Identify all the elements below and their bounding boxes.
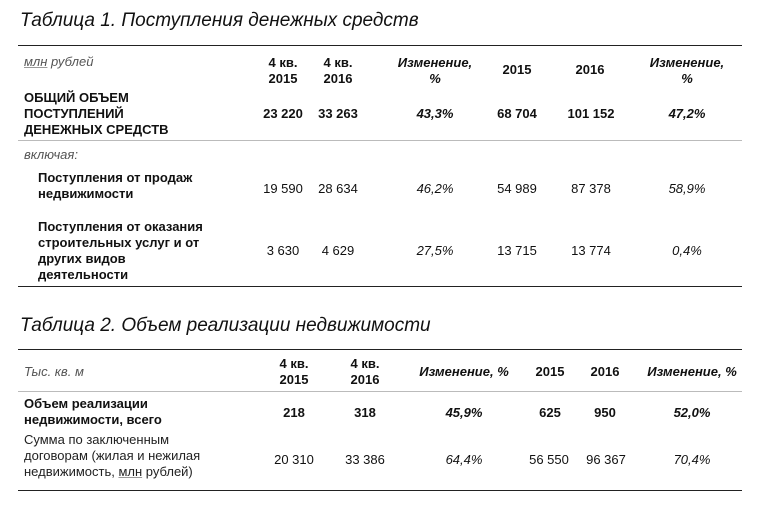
t1-total-change-q: 43,3% [416,106,454,121]
t2-row1-2016: 950 [594,405,616,420]
t1-row2-change-y: 0,4% [672,243,702,258]
t1-row2-q4-2015: 3 630 [266,243,300,258]
t1-row1-label: Поступления от продаж недвижимости [38,170,193,201]
t2-row1-2015: 625 [539,405,561,420]
t1-header-2015: 2015 [502,62,532,77]
t1-header-q4-2016: 4 кв. 2016 [323,55,353,86]
t1-row2-change-q: 27,5% [416,243,454,258]
table2-title: Таблица 2. Объем реализации недвижимости [20,315,431,336]
t2-row1-change-y: 52,0% [673,405,711,420]
t2-header-q4-2016: 4 кв. 2016 [350,356,380,387]
table1-title: Таблица 1. Поступления денежных средств [20,10,419,31]
t2-row2-2016: 96 367 [586,452,626,467]
t2-row2-q4-2016: 33 386 [345,452,385,467]
t2-row1-label: Объем реализации недвижимости, всего [24,396,162,427]
t1-total-q4-2015: 23 220 [263,106,303,121]
t1-row1-q4-2016: 28 634 [318,181,358,196]
t1-total-change-y: 47,2% [668,106,706,121]
table2-top-rule [18,349,742,350]
t2-row2-change-y: 70,4% [673,452,711,467]
table2-bottom-rule [18,490,742,491]
t1-total-2015: 68 704 [497,106,537,121]
table1-unit-label: млн рублей [24,54,94,69]
t1-total-label: ОБЩИЙ ОБЪЕМ ПОСТУПЛЕНИЙ ДЕНЕЖНЫХ СРЕДСТВ [24,90,169,137]
t2-row1-q4-2015: 218 [283,405,305,420]
t2-unit-label: Тыс. кв. м [24,364,84,379]
t1-header-change-q: Изменение, % [397,55,473,86]
t1-row1-change-q: 46,2% [416,181,454,196]
t1-total-2016: 101 152 [567,106,615,121]
t2-row2-label: Сумма по заключенным договорам (жилая и нежилая недвижимость, млн рублей) [24,432,201,479]
table2-mid-rule [18,391,742,392]
t1-row2-q4-2016: 4 629 [321,243,355,258]
t2-header-2015: 2015 [535,364,565,379]
t1-row1-change-y: 58,9% [668,181,706,196]
t2-header-change-y: Изменение, % [647,364,737,379]
t1-total-q4-2016: 33 263 [318,106,358,121]
t1-row2-2016: 13 774 [571,243,611,258]
t1-header-q4-2015: 4 кв. 2015 [268,55,298,86]
t2-header-change-q: Изменение, % [419,364,509,379]
t2-header-2016: 2016 [590,364,620,379]
table1-bottom-rule [18,286,742,287]
t1-row2-label: Поступления от оказания строительных услуг и от других видов деятельности [38,219,203,282]
t1-row1-2016: 87 378 [571,181,611,196]
t1-including-label: включая: [24,147,78,162]
t1-header-2016: 2016 [575,62,605,77]
t1-row1-q4-2015: 19 590 [263,181,303,196]
t2-row1-change-q: 45,9% [445,405,483,420]
t2-row2-change-q: 64,4% [445,452,483,467]
table1-mid-rule [18,140,742,141]
t1-row1-2015: 54 989 [497,181,537,196]
t2-row1-q4-2016: 318 [354,405,376,420]
t1-row2-2015: 13 715 [497,243,537,258]
t2-row2-2015: 56 550 [529,452,569,467]
table1-top-rule [18,45,742,46]
t2-row2-q4-2015: 20 310 [274,452,314,467]
t1-header-change-y: Изменение, % [649,55,725,86]
t2-header-q4-2015: 4 кв. 2015 [279,356,309,387]
